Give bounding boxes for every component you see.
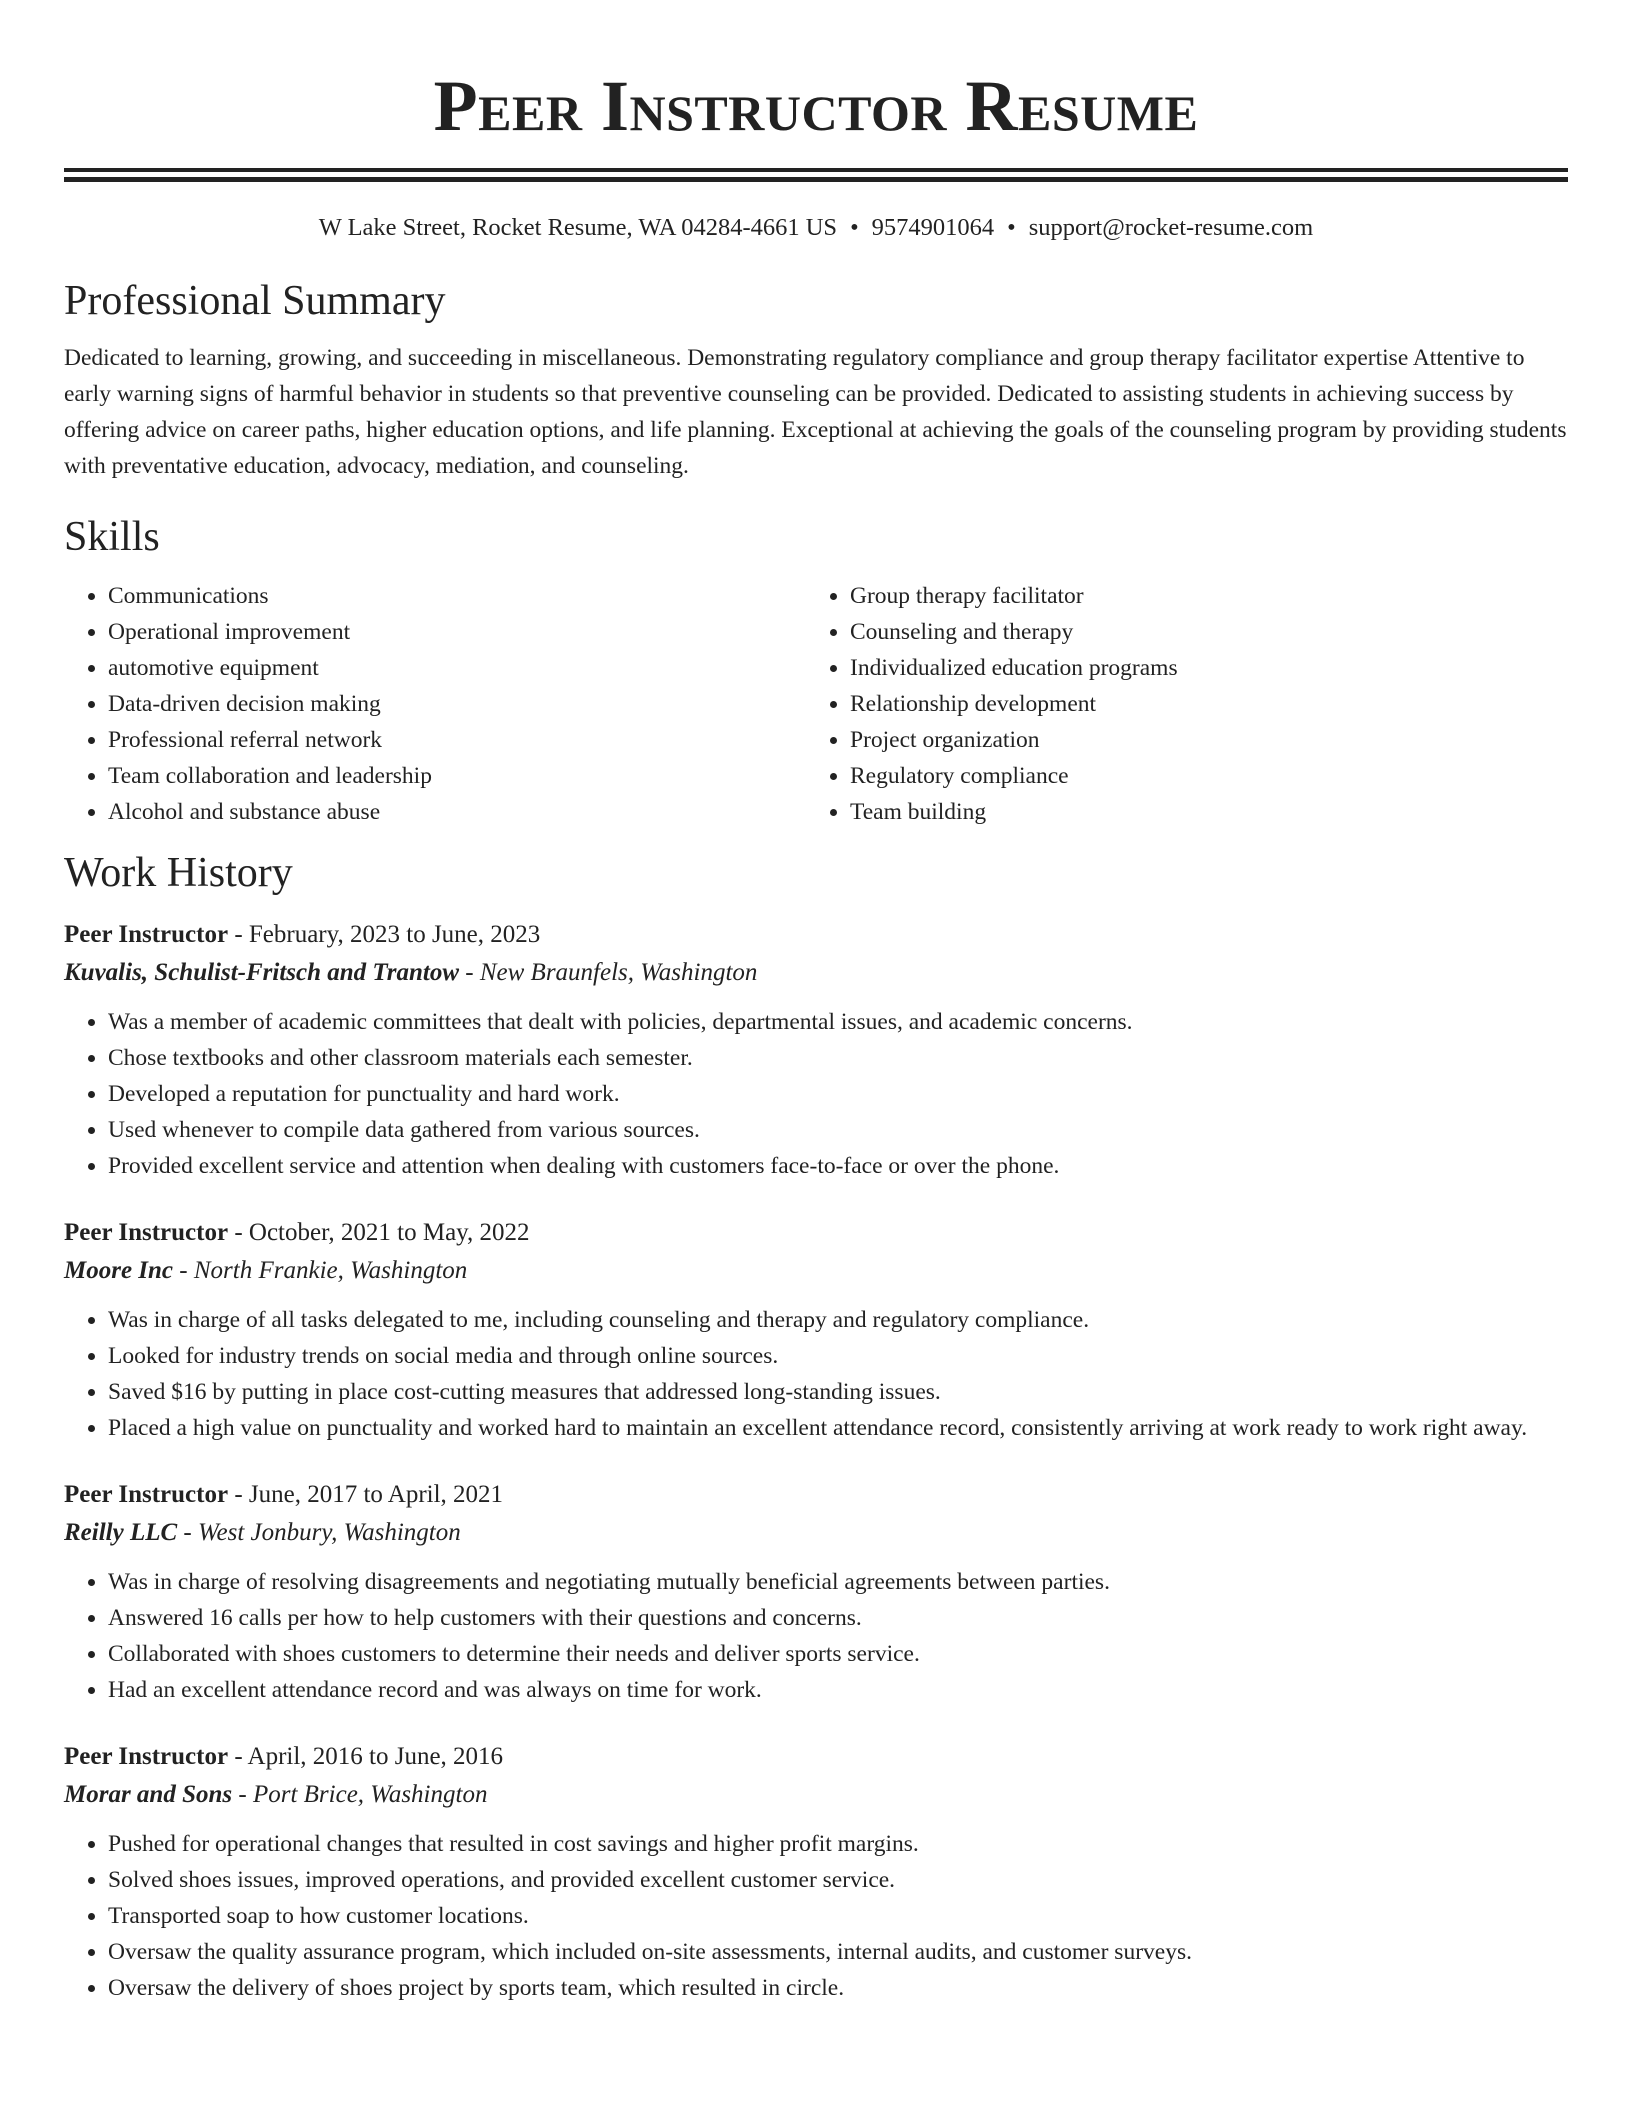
contact-separator: • (850, 214, 859, 241)
skills-list (64, 578, 1568, 830)
job-entry (64, 1476, 1568, 1708)
job-header (64, 1738, 1568, 1776)
job-bullet: • Developed a reputation for punctuality and hard work. (108, 1076, 1568, 1112)
job-header (64, 1476, 1568, 1514)
job-bullet: • Saved $16 by putting in place cost-cutting measures that addressed long-standing issues. (108, 1374, 1568, 1410)
job-company: Reilly LLC (64, 1519, 178, 1546)
job-location: - Port Brice, Washington (232, 1781, 488, 1808)
summary-heading: Professional Summary (64, 278, 446, 324)
resume-title: Peer Instructor Resume (433, 66, 1199, 146)
job-bullet: • Collaborated with shoes customers to determine their needs and deliver sports service. (108, 1636, 1568, 1672)
job-role: Peer Instructor (64, 921, 229, 948)
skill-item: • Operational improvement (108, 614, 806, 650)
job-dates: - October, 2021 to May, 2022 (228, 1219, 530, 1246)
job-bullet: • Oversaw the delivery of shoes project by sports team, which resulted in circle. (108, 1970, 1568, 2006)
job-bullets (64, 1302, 1568, 1446)
job-bullet: • Was in charge of resolving disagreements and negotiating mutually beneficial agreements between parties. (108, 1564, 1568, 1600)
job-header (64, 1214, 1568, 1252)
job-bullet: • Looked for industry trends on social media and through online sources. (108, 1338, 1568, 1374)
job-company-line (64, 1252, 1568, 1290)
job-bullet: • Transported soap to how customer locations. (108, 1898, 1568, 1934)
job-dates: - April, 2016 to June, 2016 (228, 1743, 504, 1770)
skill-item: • Communications (108, 578, 806, 614)
job-company: Kuvalis, Schulist-Fritsch and Trantow (64, 959, 460, 986)
job-company-line (64, 1514, 1568, 1552)
job-entry (64, 1214, 1568, 1446)
contact-separator: • (1007, 214, 1016, 241)
skill-item: • Data-driven decision making (108, 686, 806, 722)
job-bullets (64, 1004, 1568, 1184)
summary-text: Dedicated to learning, growing, and succeeding in miscellaneous. Demonstrating regulatory compliance and group therapy facilitator expertise Attentive to early warning signs of harmful behavior in students so that preventive counseling can be provided. Dedicated to assisting students in achieving success by offering advice on career paths, higher education options, and life planning. Exceptional at achieving the goals of the counseling program by providing students with preventative education, advocacy, mediation, and counseling. (64, 345, 1567, 479)
job-company-line (64, 954, 1568, 992)
skill-item: • Team building (850, 794, 1548, 830)
skill-item: • Regulatory compliance (850, 758, 1548, 794)
job-company: Morar and Sons (64, 1781, 233, 1808)
resume-page (64, 0, 1568, 2006)
skill-item: • automotive equipment (108, 650, 806, 686)
job-role: Peer Instructor (64, 1743, 229, 1770)
job-header (64, 916, 1568, 954)
job-location: - North Frankie, Washington (173, 1257, 468, 1284)
job-bullets (64, 1564, 1568, 1708)
job-bullet: • Chose textbooks and other classroom materials each semester. (108, 1040, 1568, 1076)
skill-item: • Individualized education programs (850, 650, 1548, 686)
job-bullet: • Provided excellent service and attention when dealing with customers face-to-face or over the phone. (108, 1148, 1568, 1184)
job-bullet: • Used whenever to compile data gathered from various sources. (108, 1112, 1568, 1148)
job-location: - West Jonbury, Washington (177, 1519, 461, 1546)
job-company-line (64, 1776, 1568, 1814)
job-company: Moore Inc (64, 1257, 174, 1284)
job-entry (64, 916, 1568, 1184)
job-bullet: • Oversaw the quality assurance program, which included on-site assessments, internal audits, and customer surveys. (108, 1934, 1568, 1970)
skills-column-right (806, 578, 1548, 830)
contact-phone: 9574901064 (871, 214, 995, 241)
skill-item: • Group therapy facilitator (850, 578, 1548, 614)
job-bullet: • Answered 16 calls per how to help customers with their questions and concerns. (108, 1600, 1568, 1636)
job-bullet: • Was a member of academic committees that dealt with policies, departmental issues, and academic concerns. (108, 1004, 1568, 1040)
job-bullet: • Placed a high value on punctuality and worked hard to maintain an excellent attendance record, consistently arriving at work ready to work right away. (108, 1410, 1568, 1446)
job-dates: - June, 2017 to April, 2021 (228, 1481, 504, 1508)
contact-address: W Lake Street, Rocket Resume, WA 04284-4661 US (318, 214, 838, 241)
skill-item: • Professional referral network (108, 722, 806, 758)
job-role: Peer Instructor (64, 1219, 229, 1246)
skill-item: • Counseling and therapy (850, 614, 1548, 650)
skills-heading: Skills (64, 514, 160, 560)
skill-item: • Team collaboration and leadership (108, 758, 806, 794)
skill-item: • Relationship development (850, 686, 1548, 722)
work-history-heading: Work History (64, 850, 293, 896)
job-bullet: • Was in charge of all tasks delegated to me, including counseling and therapy and regulatory compliance. (108, 1302, 1568, 1338)
skill-item: • Project organization (850, 722, 1548, 758)
job-bullet: • Solved shoes issues, improved operations, and provided excellent customer service. (108, 1862, 1568, 1898)
title-rule-top (64, 168, 1568, 172)
job-dates: - February, 2023 to June, 2023 (228, 921, 541, 948)
job-entry (64, 1738, 1568, 2006)
skill-item: • Alcohol and substance abuse (108, 794, 806, 830)
skills-column-left (64, 578, 806, 830)
job-bullets (64, 1826, 1568, 2006)
contact-line (64, 212, 1568, 244)
job-location: - New Braunfels, Washington (459, 959, 758, 986)
job-bullet: • Had an excellent attendance record and was always on time for work. (108, 1672, 1568, 1708)
job-bullet: • Pushed for operational changes that resulted in cost savings and higher profit margins. (108, 1826, 1568, 1862)
title-rule-bottom (64, 177, 1568, 182)
contact-email: support@rocket-resume.com (1028, 214, 1314, 241)
job-role: Peer Instructor (64, 1481, 229, 1508)
